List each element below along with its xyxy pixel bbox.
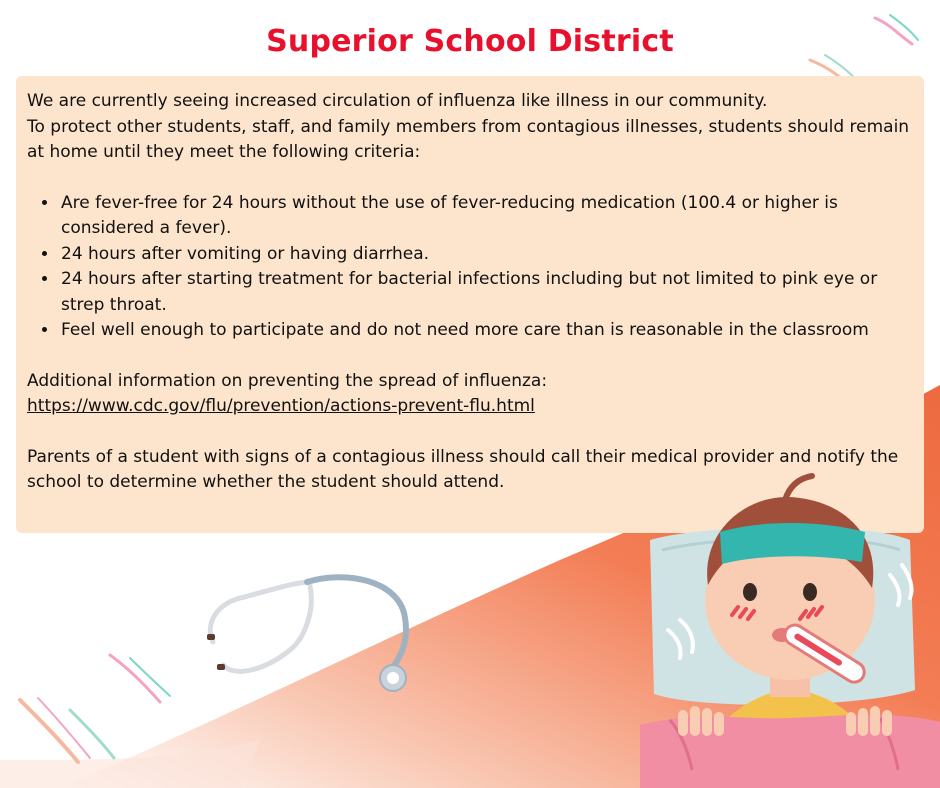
stethoscope-icon [195,570,425,700]
criteria-list [27,191,914,344]
parents-note-text: Parents of a student with signs of a contagious illness should call their medical provider and notify the school to determine whether the student should attend. [27,446,899,492]
list-item: • 24 hours after starting treatment for bacterial infections including but not limited to pink eye or strep throat. [59,267,914,318]
list-item: • Are fever-free for 24 hours without the use of fever-reducing medication (100.4 or higher is considered a fever). [59,191,914,242]
additional-info-text: Additional information on preventing the spread of influenza: [27,370,548,391]
notice-panel [16,76,924,533]
sick-child-illustration [640,470,940,788]
intro-text-2: To protect other students, staff, and family members from contagious illnesses, students should remain at home until they meet the following criteria: [27,116,910,162]
page-title: Superior School District [266,24,674,59]
spacer [27,420,914,445]
cdc-link[interactable]: https://www.cdc.gov/flu/prevention/actions-prevent-flu.html [27,396,535,416]
list-item: • 24 hours after vomiting or having diarrhea. [59,242,914,268]
confetti-strokes-bottom-left [10,640,200,780]
list-item: • Feel well enough to participate and do not need more care than is reasonable in the classroom [59,318,914,344]
intro-text-1: We are currently seeing increased circulation of influenza like illness in our community. [27,91,768,111]
